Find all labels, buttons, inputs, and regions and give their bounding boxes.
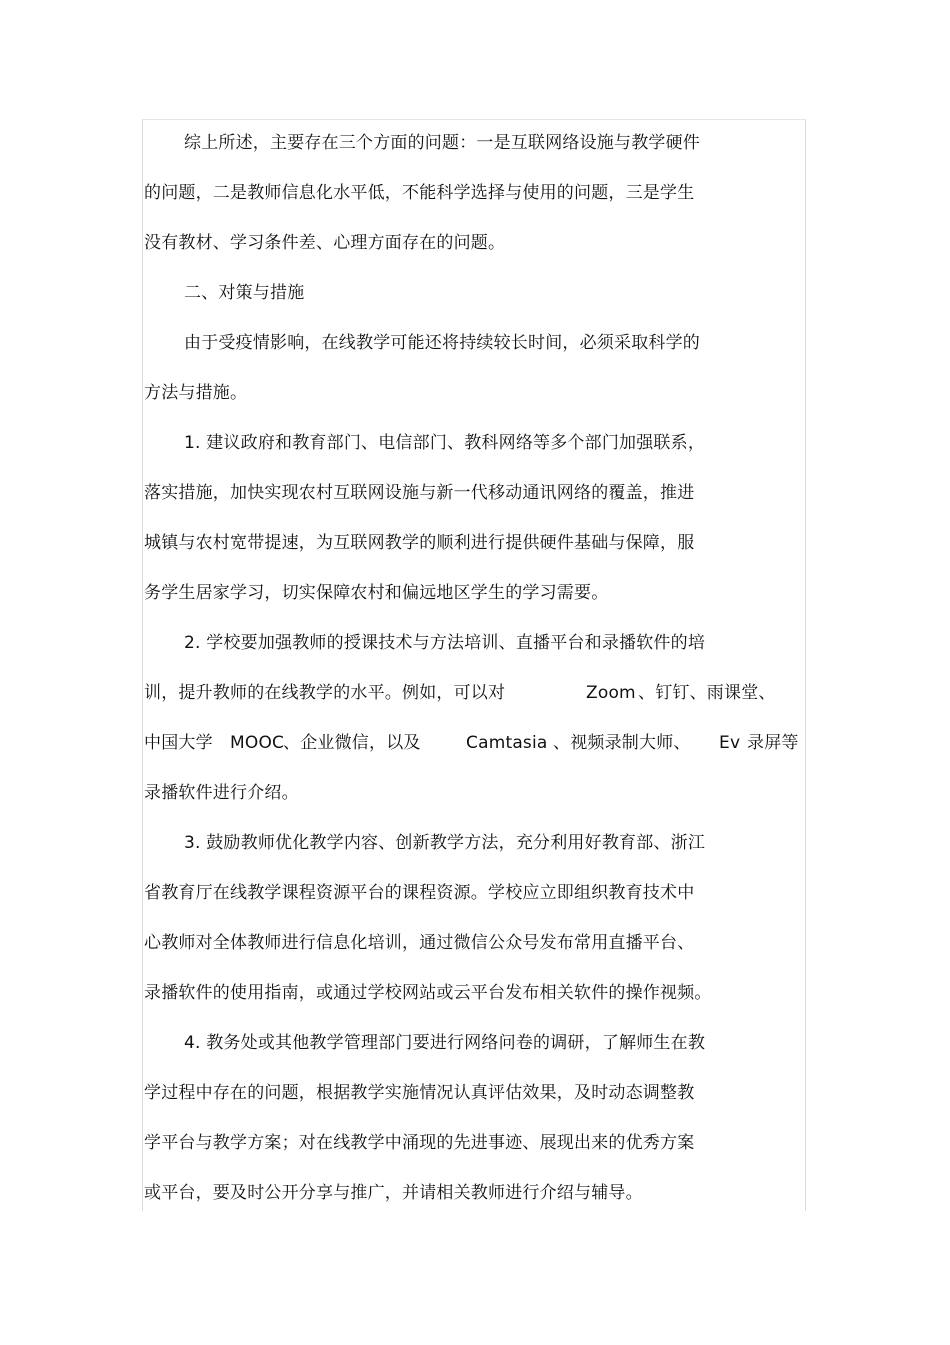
software-mooc: MOOC [230, 733, 285, 753]
item-2-line-2-text: 训，提升教师的在线教学的水平。例如，可以对 [144, 683, 506, 703]
item-2-line-4: 录播软件进行介绍。 [144, 783, 299, 803]
paragraph-summary-line-1: 综上所述，主要存在三个方面的问题：一是互联网络设施与教学硬件 [184, 133, 700, 153]
item-2-line-2 [144, 681, 804, 705]
item-2-line-3-text-d: 录屏等 [747, 733, 799, 753]
item-1-line-3: 城镇与农村宽带提速，为互联网教学的顺利进行提供硬件基础与保障，服 [144, 533, 695, 553]
paragraph-intro-line-1: 由于受疫情影响，在线教学可能还将持续较长时间，必须采取科学的 [184, 333, 700, 353]
item-2-line-3 [144, 731, 804, 755]
paragraph-intro-line-2: 方法与措施。 [144, 383, 248, 403]
software-ev: Ev [719, 733, 741, 753]
software-zoom: Zoom [586, 683, 636, 703]
item-4-line-4: 或平台，要及时公开分享与推广，并请相关教师进行介绍与辅导。 [144, 1183, 643, 1203]
item-1-line-1: 1. 建议政府和教育部门、电信部门、教科网络等多个部门加强联系， [184, 433, 706, 453]
item-2-line-3-text-a: 中国大学 [144, 733, 213, 753]
item-3-line-3: 心教师对全体教师进行信息化培训，通过微信公众号发布常用直播平台、 [144, 933, 695, 953]
item-2-line-3-text-c: 、视频录制大师、 [553, 733, 691, 753]
item-4-line-2: 学过程中存在的问题，根据教学实施情况认真评估效果，及时动态调整教 [144, 1083, 695, 1103]
item-2-line-1: 2. 学校要加强教师的授课技术与方法培训、直播平台和录播软件的培 [184, 633, 706, 653]
item-4-line-3: 学平台与教学方案；对在线教学中涌现的先进事迹、展现出来的优秀方案 [144, 1133, 695, 1153]
section-heading: 二、对策与措施 [184, 283, 305, 303]
item-3-line-4: 录播软件的使用指南，或通过学校网站或云平台发布相关软件的操作视频。 [144, 983, 712, 1003]
software-camtasia: Camtasia [466, 733, 548, 753]
item-1-line-2: 落实措施，加快实现农村互联网设施与新一代移动通讯网络的覆盖，推进 [144, 483, 695, 503]
item-2-line-2-tail: 、钉钉、雨课堂、 [638, 683, 776, 703]
item-2-line-3-text-b: 、企业微信，以及 [283, 733, 421, 753]
item-1-line-4: 务学生居家学习，切实保障农村和偏远地区学生的学习需要。 [144, 583, 609, 603]
item-3-line-2: 省教育厅在线教学课程资源平台的课程资源。学校应立即组织教育技术中 [144, 883, 695, 903]
item-3-line-1: 3. 鼓励教师优化教学内容、创新教学方法，充分利用好教育部、浙江 [184, 833, 706, 853]
paragraph-summary-line-2: 的问题，二是教师信息化水平低，不能科学选择与使用的问题，三是学生 [144, 183, 695, 203]
paragraph-summary-line-3: 没有教材、学习条件差、心理方面存在的问题。 [144, 233, 506, 253]
item-4-line-1: 4. 教务处或其他教学管理部门要进行网络问卷的调研，了解师生在教 [184, 1033, 706, 1053]
